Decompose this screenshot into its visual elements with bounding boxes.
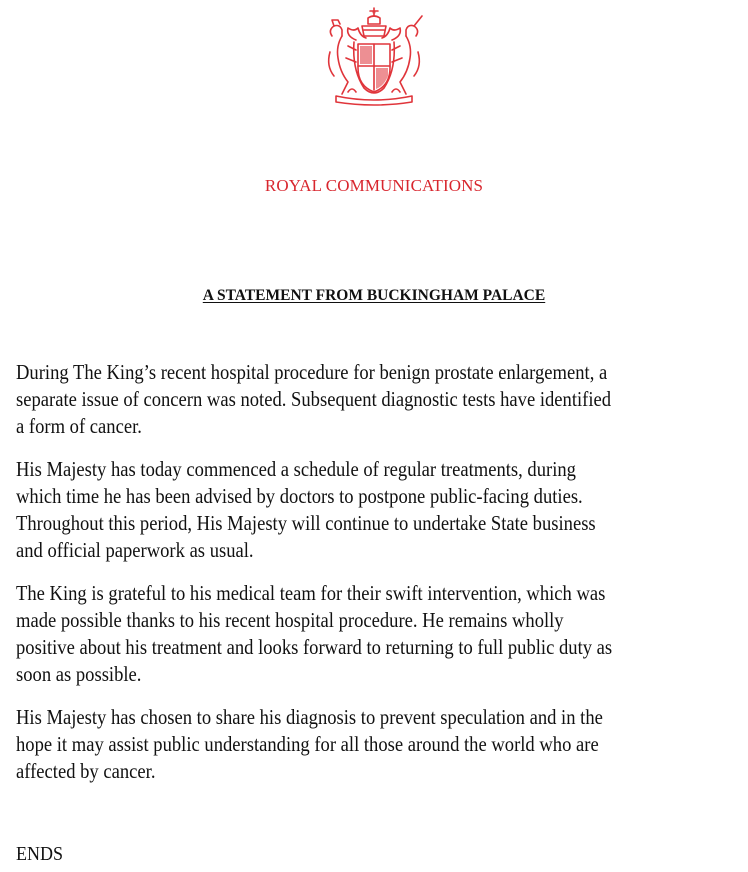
text-line: The King is grateful to his medical team for their swift intervention, which was bbox=[16, 581, 606, 605]
royal-coat-of-arms-icon bbox=[318, 6, 430, 106]
text-line: affected by cancer. bbox=[16, 759, 156, 783]
text-line: a form of cancer. bbox=[16, 414, 142, 438]
statement-title: A STATEMENT FROM BUCKINGHAM PALACE bbox=[202, 287, 546, 304]
text-line: Throughout this period, His Majesty will continue to undertake State business bbox=[16, 511, 596, 535]
paragraph-sharing bbox=[16, 704, 724, 785]
text-line: During The King’s recent hospital procedure for benign prostate enlargement, a bbox=[16, 360, 608, 384]
text-line: soon as possible. bbox=[16, 662, 142, 686]
text-line: which time he has been advised by doctors to postpone public-facing duties. bbox=[16, 484, 583, 508]
text-line: positive about his treatment and looks forward to returning to full public duty as bbox=[16, 635, 613, 659]
paragraph-gratitude bbox=[16, 580, 724, 688]
text-line: made possible thanks to his recent hospital procedure. He remains wholly bbox=[16, 608, 564, 632]
paragraph-treatment bbox=[16, 456, 724, 564]
text-line: separate issue of concern was noted. Subsequent diagnostic tests have identified bbox=[16, 387, 612, 411]
text-line: His Majesty has chosen to share his diagnosis to prevent speculation and in the bbox=[16, 705, 603, 729]
statement-body bbox=[16, 359, 724, 801]
closing-ends: ENDS bbox=[16, 843, 64, 865]
text-line: and official paperwork as usual. bbox=[16, 538, 254, 562]
paragraph-diagnosis bbox=[16, 359, 724, 440]
text-line: His Majesty has today commenced a schedule of regular treatments, during bbox=[16, 457, 576, 481]
text-line: hope it may assist public understanding for all those around the world who are bbox=[16, 732, 599, 756]
org-name: ROYAL COMMUNICATIONS bbox=[264, 176, 484, 195]
